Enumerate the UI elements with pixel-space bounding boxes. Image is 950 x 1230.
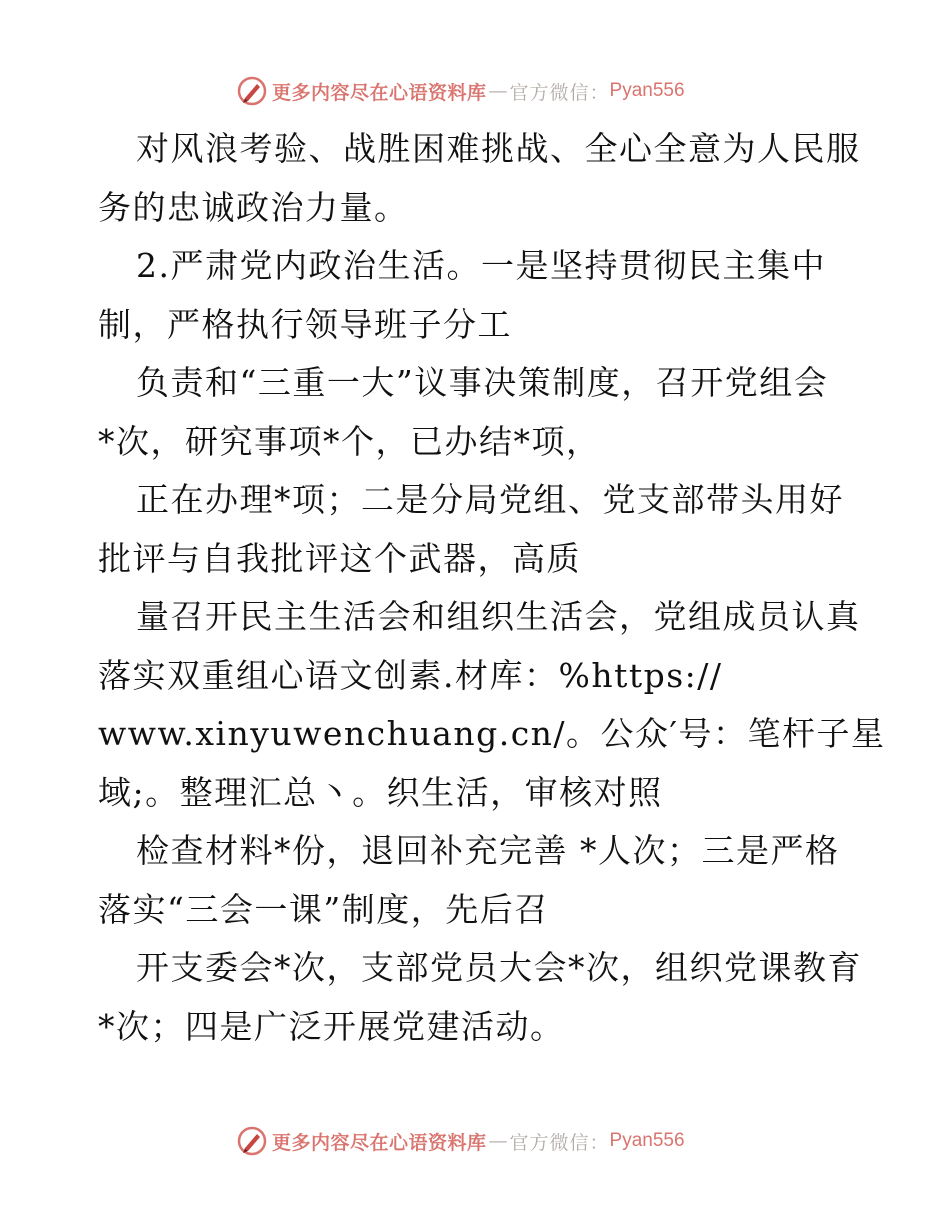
body-line: 开支委会*次，支部党员大会*次，组织党课教育 bbox=[136, 948, 862, 987]
watermark-brand: 更多内容尽在心语资料库 bbox=[272, 81, 487, 104]
header-watermark bbox=[236, 74, 716, 108]
watermark-wechat-id: Pyan556 bbox=[609, 1130, 685, 1151]
body-line: 落实“三会一课”制度，先后召 bbox=[98, 889, 549, 929]
watermark-brand: 更多内容尽在心语资料库 bbox=[272, 1131, 487, 1154]
pen-logo-icon bbox=[236, 1125, 268, 1157]
body-line: 负责和“三重一大”议事决策制度，召开党组会 bbox=[136, 363, 829, 402]
body-line: 检查材料*份，退回补充完善 *人次；三是严格 bbox=[136, 831, 840, 870]
body-line: 批评与自我批评这个武器，高质 bbox=[98, 538, 581, 578]
body-line: www.xinyuwenchuang.cn/。公众′号：笔杆子星 bbox=[98, 714, 886, 753]
body-line: 2.严肃党内政治生活。一是坚持贯彻民主集中 bbox=[136, 246, 826, 285]
body-line: 域;。整理汇总丶。织生活，审核对照 bbox=[98, 772, 663, 812]
pen-logo-icon bbox=[236, 75, 268, 107]
body-line: *次，研究事项*个，已办结*项， bbox=[98, 421, 601, 461]
watermark-wechat-id: Pyan556 bbox=[609, 80, 685, 101]
watermark-wechat-label: 官方微信： bbox=[509, 1131, 610, 1154]
watermark-wechat-label: 官方微信： bbox=[509, 81, 610, 104]
watermark-dash: — bbox=[488, 1130, 508, 1152]
body-line: *次；四是广泛开展党建活动。 bbox=[98, 1006, 565, 1046]
body-line: 对风浪考验、战胜困难挑战、全心全意为人民服 bbox=[136, 129, 861, 168]
body-line: 制，严格执行领导班子分工 bbox=[98, 304, 512, 344]
body-line: 正在办理*项；二是分局党组、党支部带头用好 bbox=[136, 480, 844, 519]
watermark-dash: — bbox=[488, 80, 508, 102]
document-body bbox=[98, 120, 886, 1056]
footer-watermark bbox=[236, 1124, 716, 1158]
body-line: 落实双重组心语文创素.材库：%https:// bbox=[98, 655, 723, 695]
body-line: 量召开民主生活会和组织生活会，党组成员认真 bbox=[136, 597, 861, 636]
body-line: 务的忠诚政治力量。 bbox=[98, 187, 409, 227]
